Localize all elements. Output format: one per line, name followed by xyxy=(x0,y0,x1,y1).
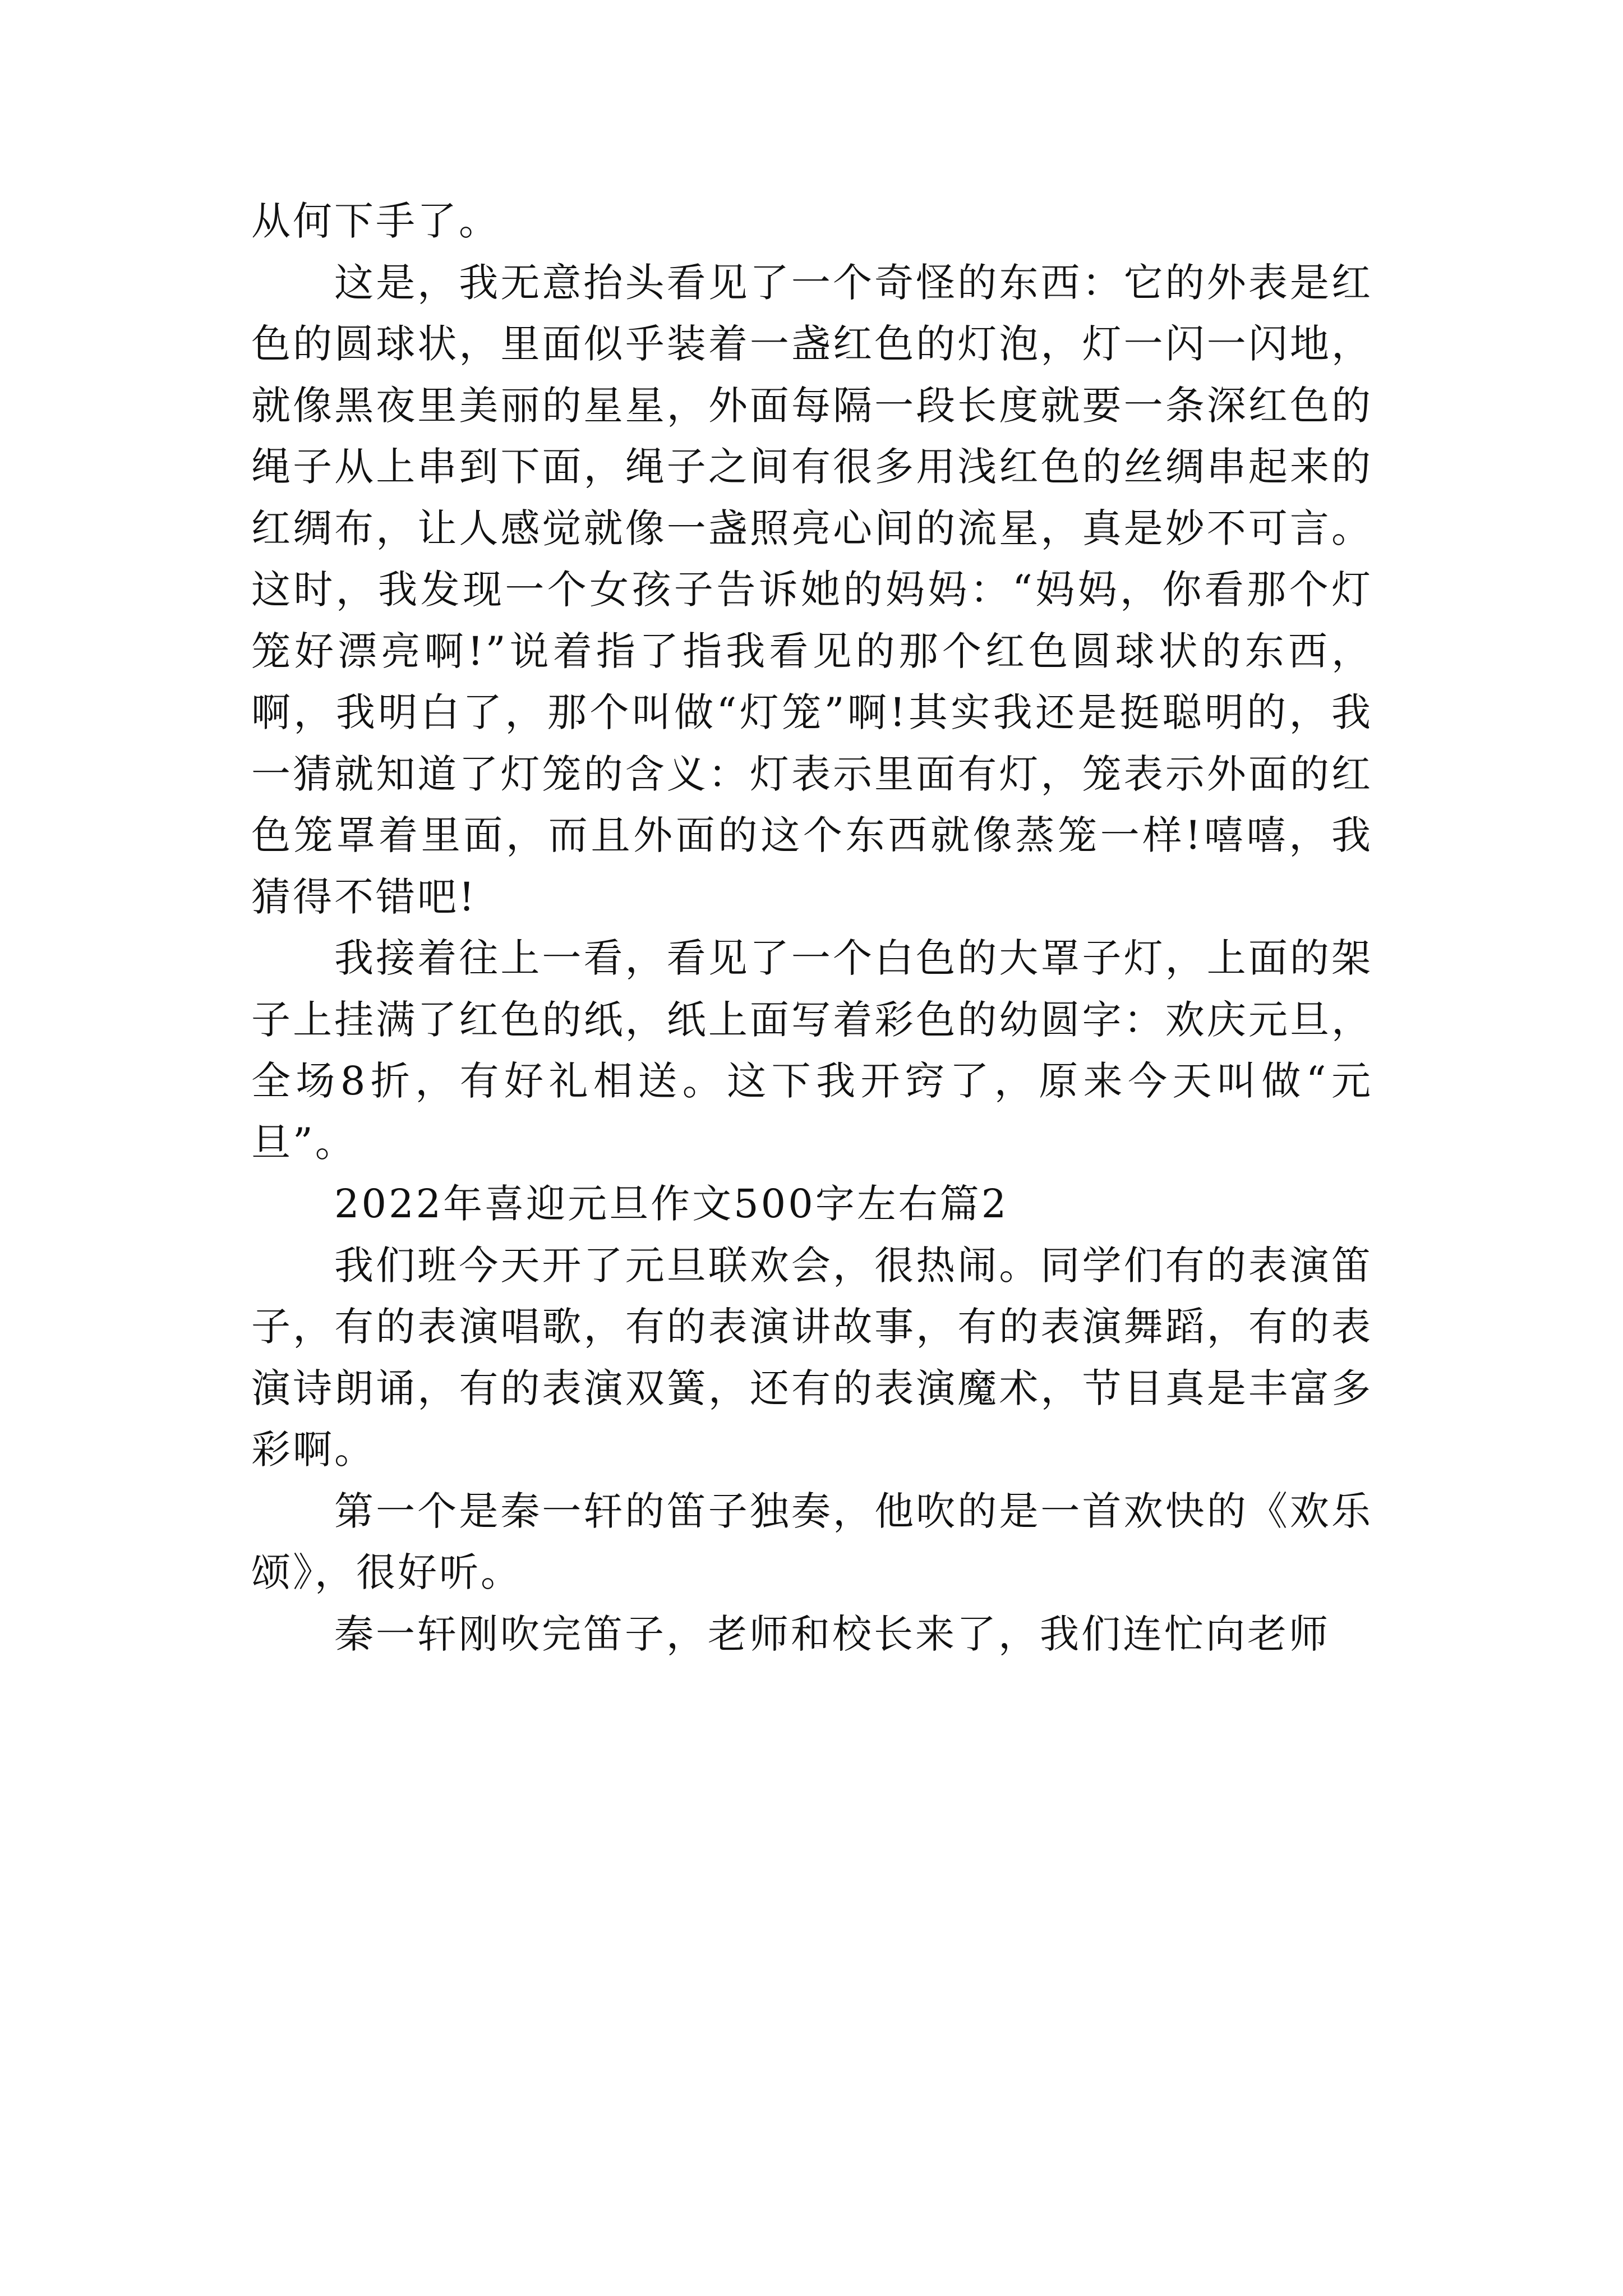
section-heading: 2022年喜迎元旦作文500字左右篇2 xyxy=(334,1181,1009,1227)
paragraph-flute-solo: 第一个是秦一轩的笛子独奏，他吹的是一首欢快的《欢乐颂》，很好听。 xyxy=(251,1488,1373,1595)
paragraph-continuation: 从何下手了。 xyxy=(251,198,500,244)
paragraph-lantern: 这是，我无意抬头看见了一个奇怪的东西：它的外表是红色的圆球状，里面似乎装着一盏红色的灯泡，灯一闪一闪地，就像黑夜里美丽的星星，外面每隔一段长度就要一条深红色的绳子从上串到下面，绳子之间有很多用浅红色的丝绸串起来的红绸布，让人感觉就像一盏照亮心间的流星，真是妙不可言。这时，我发现一个女孩子告诉她的妈妈：“妈妈，你看那个灯笼好漂亮啊!”说着指了指我看见的那个红色圆球状的东西，啊，我明白了，那个叫做“灯笼”啊!其实我还是挺聪明的，我一猜就知道了灯笼的含义：灯表示里面有灯，笼表示外面的红色笼罩着里面，而且外面的这个东西就像蒸笼一样!嘻嘻，我猜得不错吧! xyxy=(251,259,1373,920)
paragraph-teacher-arrives: 秦一轩刚吹完笛子，老师和校长来了，我们连忙向老师 xyxy=(334,1611,1330,1657)
paragraph-new-year-sign: 我接着往上一看，看见了一个白色的大罩子灯，上面的架子上挂满了红色的纸，纸上面写着彩色的幼圆字：欢庆元旦，全场8折，有好礼相送。这下我开窍了，原来今天叫做“元旦”。 xyxy=(251,935,1373,1166)
paragraph-party: 我们班今天开了元旦联欢会，很热闹。同学们有的表演笛子，有的表演唱歌，有的表演讲故事，有的表演舞蹈，有的表演诗朗诵，有的表演双簧，还有的表演魔术，节目真是丰富多彩啊。 xyxy=(251,1242,1373,1473)
document-body xyxy=(251,191,1373,1665)
